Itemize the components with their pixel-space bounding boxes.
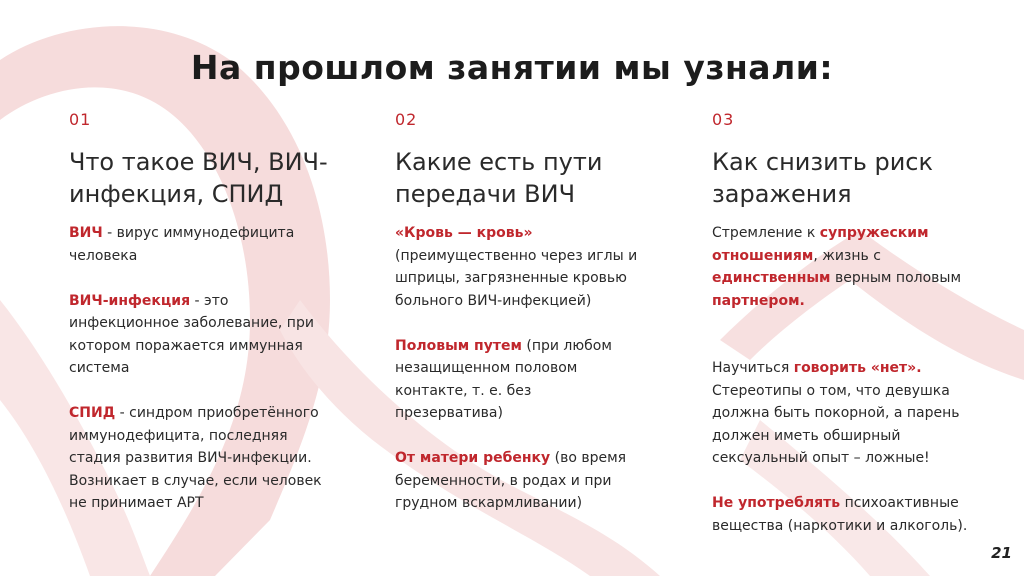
column-heading: Как снизить риск заражения — [712, 148, 933, 208]
term-hiv: ВИЧ — [69, 225, 103, 241]
term-partner: партнером. — [712, 292, 805, 309]
route-blood — [395, 222, 643, 312]
definition-hiv-infection — [69, 290, 329, 380]
term-no-substances: Не употреблять — [712, 495, 841, 511]
column-body — [712, 222, 984, 537]
advice-text: , жизнь с — [813, 247, 881, 264]
advice-text: Научиться — [712, 360, 794, 376]
advice-text: верным половым — [830, 270, 962, 286]
term-say-no: говорить «нет». — [793, 360, 922, 376]
column-number: 03 — [712, 110, 735, 129]
column-hiv-definitions — [69, 110, 329, 511]
definition-text: - синдром приобретённого иммунодефицита, последняя стадия развития ВИЧ-инфекции. Возникает в случае, если человек не принимает АРТ — [69, 405, 322, 511]
route-text: (преимущественно через иглы и шприцы, загрязненные кровью больного ВИЧ-инфекцией) — [395, 247, 638, 309]
column-number: 01 — [69, 110, 92, 129]
advice-text: психоактивные вещества (наркотики и алкоголь). — [712, 495, 968, 534]
advice-monogamy — [712, 222, 984, 312]
column-risk-reduction — [712, 110, 984, 534]
term-single: единственным — [712, 270, 831, 286]
column-body — [69, 222, 329, 515]
advice-text: Стереотипы о том, что девушка должна быть покорной, а парень должен иметь обширный сексуальный опыт – ложные! — [712, 382, 960, 466]
definition-aids — [69, 402, 329, 515]
definition-text: - вирус иммунодефицита человека — [69, 225, 295, 264]
advice-no-substances — [712, 492, 984, 537]
route-sexual — [395, 335, 643, 425]
slide-title: На прошлом занятии мы узнали: — [190, 48, 834, 87]
column-heading: Какие есть пути передачи ВИЧ — [395, 148, 603, 208]
route-text: (при любом незащищенном половом контакте, т. е. без презерватива) — [395, 337, 612, 421]
route-mother-child — [395, 447, 643, 515]
term-mother-child: От матери ребенку — [395, 450, 551, 466]
advice-text: Стремление к — [712, 225, 820, 241]
column-body — [395, 222, 643, 515]
route-text: (во время беременности, в родах и при грудном вскармливании) — [395, 450, 627, 511]
column-number: 02 — [395, 110, 418, 129]
term-hiv-infection: ВИЧ-инфекция — [69, 292, 191, 309]
term-blood: «Кровь — кровь» — [395, 225, 533, 241]
definition-text: - это инфекционное заболевание, при котором поражается иммунная система — [69, 292, 314, 376]
definition-hiv — [69, 222, 329, 267]
term-aids: СПИД — [69, 405, 116, 421]
column-heading: Что такое ВИЧ, ВИЧ-инфекция, СПИД — [69, 148, 328, 208]
advice-say-no — [712, 357, 984, 470]
column-transmission-routes — [395, 110, 645, 511]
term-marriage: супружеским отношениям — [712, 225, 929, 264]
page-number: 21 — [991, 544, 1012, 562]
term-sexual: Половым путем — [395, 337, 522, 354]
